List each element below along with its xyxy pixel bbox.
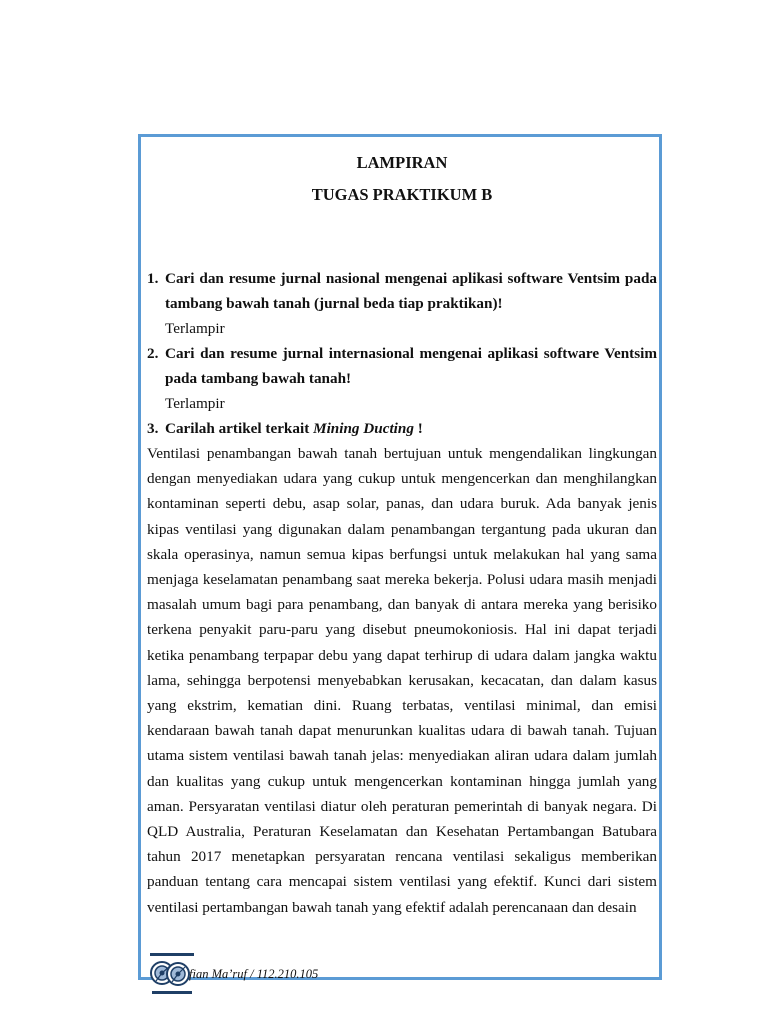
question-number: 3. xyxy=(147,420,159,437)
question-text: Cari dan resume jurnal internasional mengenai aplikasi software Ventsim pada tambang bawah tanah! xyxy=(165,345,657,387)
question-list xyxy=(147,266,657,441)
question-item-2 xyxy=(147,341,657,416)
article-paragraph: Ventilasi penambangan bawah tanah bertujuan untuk mengendalikan lingkungan dengan menyediakan udara yang cukup untuk mengencerkan dan menghilangkan kontaminan seperti debu, asap solar, panas, dan udara buruk. Ada banyak jenis kipas ventilasi yang digunakan dalam penambangan tergantung pada ukuran dan skala operasinya, namun semua kipas berfungsi untuk melakukan hal yang sama menjaga keselamatan penambang saat mereka bekerja. Polusi udara masih menjadi masalah umum bagi para penambang, dan banyak di antara mereka yang berisiko terkena penyakit paru-paru yang disebut pneumokoniosis. Hal ini dapat terjadi ketika penambang terpapar debu yang dapat terhirup di udara dalam jangka waktu lama, sehingga berpotensi menyebabkan kerusakan, kecacatan, dan dalam kasus yang ekstrim, kematian dini. Ruang terbatas, ventilasi minimal, dan emisi kendaraan bawah tanah dapat menurunkan kualitas udara di bawah tanah. Tujuan utama sistem ventilasi bawah tanah jelas: menyediakan aliran udara dalam jumlah dan kualitas yang cukup untuk mengencerkan kontaminan hingga jumlah yang aman. Persyaratan ventilasi diatur oleh peraturan pemerintah di banyak negara. Di QLD Australia, Peraturan Keselamatan dan Kesehatan Pertambangan Batubara tahun 2017 menetapkan persyaratan rencana ventilasi sekaligus memberikan panduan tentang cara mencapai sistem ventilasi yang efektif. Kunci dari sistem ventilasi pertambangan bawah tanah yang efektif adalah perencanaan dan desain xyxy=(147,445,657,916)
document-content xyxy=(147,150,657,920)
question-text-after: ! xyxy=(413,420,423,437)
question-text-italic: Mining Ducting xyxy=(313,420,414,437)
question-item-3 xyxy=(147,416,657,441)
question-answer: Terlampir xyxy=(165,320,225,337)
question-number: 2. xyxy=(147,345,159,362)
question-text xyxy=(165,416,657,441)
question-answer: Terlampir xyxy=(165,395,225,412)
question-text-before: Carilah artikel terkait xyxy=(165,420,314,437)
question-text: Cari dan resume jurnal nasional mengenai aplikasi software Ventsim pada tambang bawah tanah (jurnal beda tiap praktikan)! xyxy=(165,270,657,312)
footer-author-id: fian Ma’ruf / 112.210.105 xyxy=(189,967,319,981)
document-title: LAMPIRAN xyxy=(356,153,448,172)
question-number: 1. xyxy=(147,270,159,287)
page-footer xyxy=(148,952,448,996)
document-subtitle: TUGAS PRAKTIKUM B xyxy=(311,185,493,204)
question-item-1 xyxy=(147,266,657,341)
